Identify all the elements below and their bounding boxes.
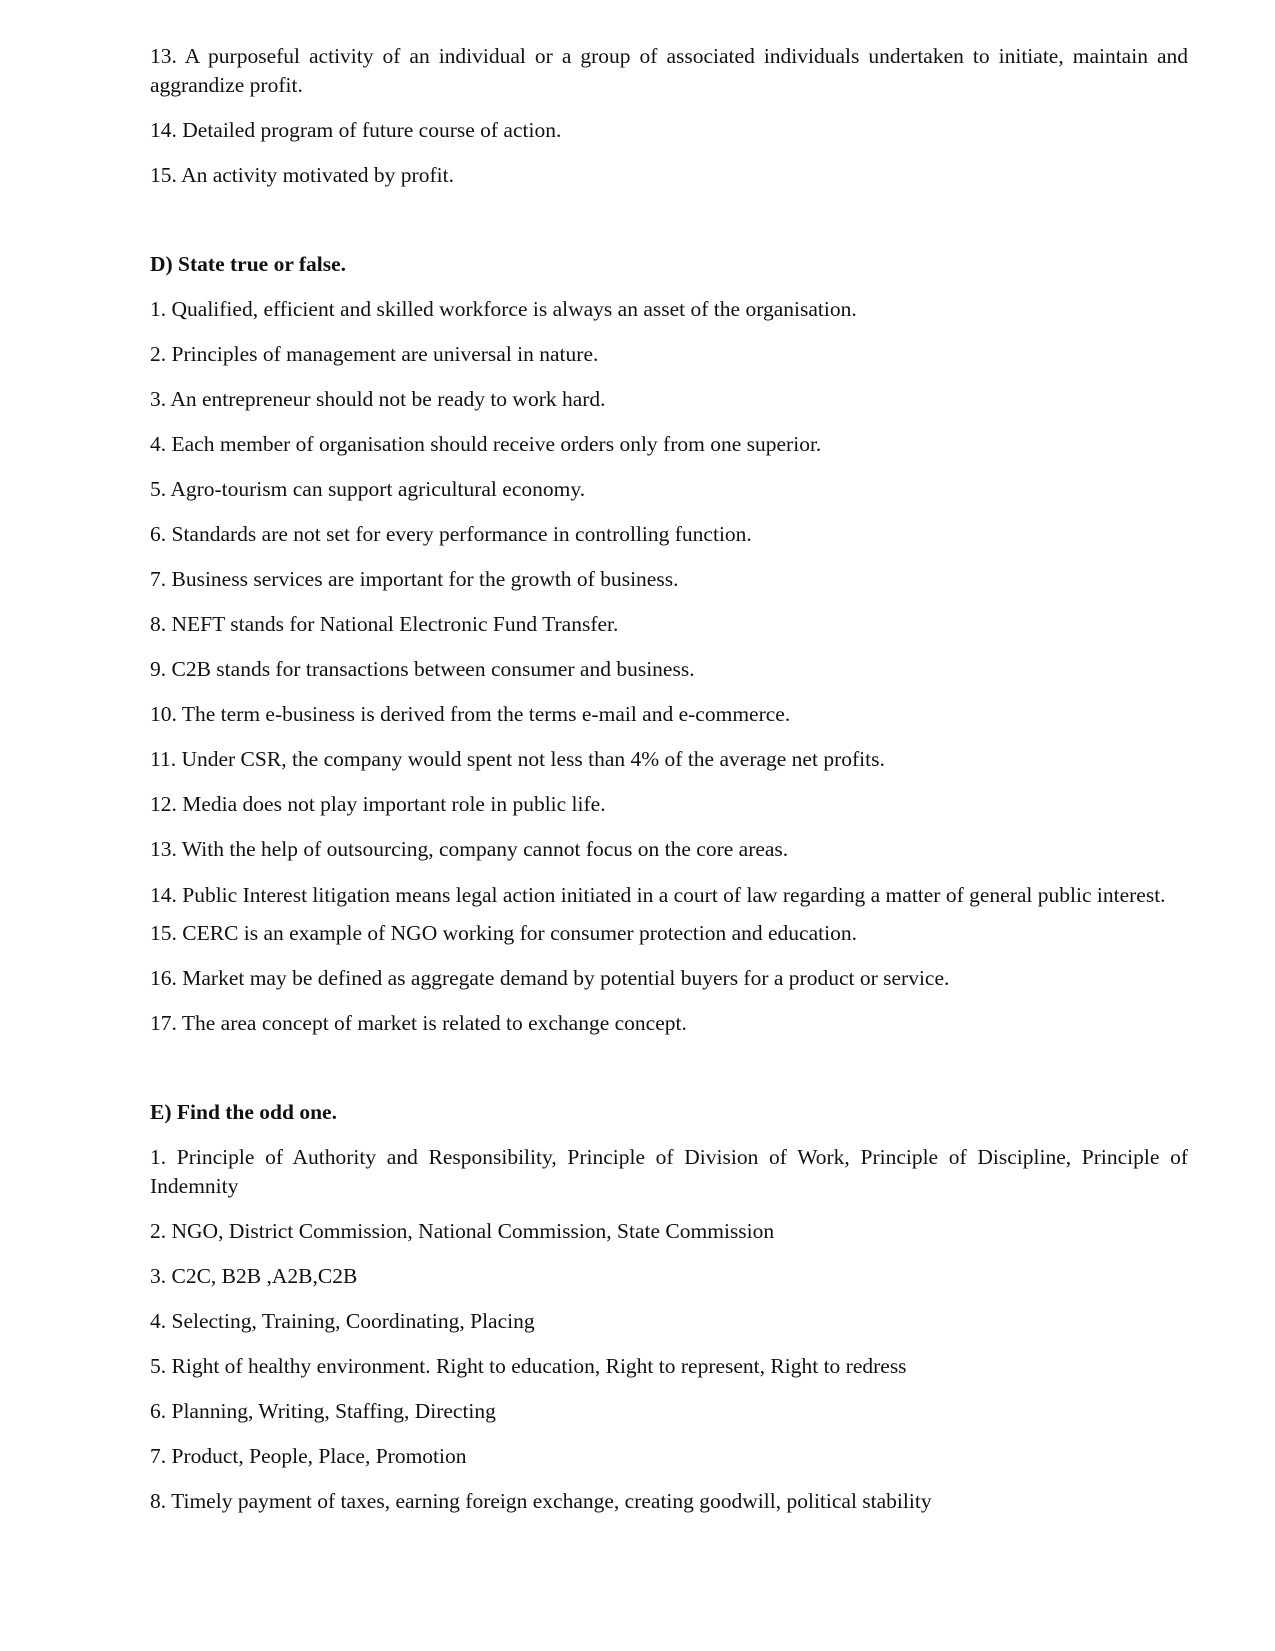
list-item: 6. Standards are not set for every performance in controlling function. [150, 522, 752, 546]
list-item: 3. An entrepreneur should not be ready to work hard. [150, 387, 606, 411]
list-item: 1. Principle of Authority and Responsibility, Principle of Division of Work, Principle of Discipline, Principle of Indemnity [150, 1145, 1188, 1198]
list-item: 4. Selecting, Training, Coordinating, Placing [150, 1309, 535, 1333]
list-item: 1. Qualified, efficient and skilled workforce is always an asset of the organisation. [150, 297, 857, 321]
list-item: 14. Detailed program of future course of action. [150, 118, 562, 142]
section-spacer [150, 1054, 1188, 1098]
section-d-heading: D) State true or false. [150, 252, 347, 276]
list-item: 3. C2C, B2B ,A2B,C2B [150, 1264, 358, 1288]
list-item: 8. Timely payment of taxes, earning foreign exchange, creating goodwill, political stability [150, 1489, 932, 1513]
list-item: 16. Market may be defined as aggregate demand by potential buyers for a product or service. [150, 966, 950, 990]
section-spacer [150, 206, 1188, 250]
list-item: 12. Media does not play important role in public life. [150, 792, 606, 816]
list-item: 10. The term e-business is derived from the terms e-mail and e-commerce. [150, 702, 791, 726]
document-page [150, 42, 1188, 1532]
list-item: 15. An activity motivated by profit. [150, 163, 454, 187]
list-item: 13. With the help of outsourcing, company cannot focus on the core areas. [150, 837, 789, 861]
list-item: 2. Principles of management are universal in nature. [150, 342, 599, 366]
list-item: 6. Planning, Writing, Staffing, Directing [150, 1399, 496, 1423]
list-item: 8. NEFT stands for National Electronic Fund Transfer. [150, 612, 619, 636]
list-item: 13. A purposeful activity of an individual or a group of associated individuals undertaken to initiate, maintain and aggrandize profit. [150, 44, 1188, 97]
list-item: 7. Product, People, Place, Promotion [150, 1444, 467, 1468]
list-item: 5. Right of healthy environment. Right to education, Right to represent, Right to redress [150, 1354, 907, 1378]
list-item: 14. Public Interest litigation means legal action initiated in a court of law regarding a matter of general public interest. [150, 883, 1166, 907]
list-item: 15. CERC is an example of NGO working for consumer protection and education. [150, 921, 857, 945]
list-item: 4. Each member of organisation should receive orders only from one superior. [150, 432, 822, 456]
list-item: 7. Business services are important for the growth of business. [150, 567, 679, 591]
list-item: 9. C2B stands for transactions between consumer and business. [150, 657, 695, 681]
list-item: 17. The area concept of market is related to exchange concept. [150, 1011, 687, 1035]
list-item: 11. Under CSR, the company would spent not less than 4% of the average net profits. [150, 747, 885, 771]
list-item: 5. Agro-tourism can support agricultural economy. [150, 477, 586, 501]
list-item: 2. NGO, District Commission, National Commission, State Commission [150, 1219, 775, 1243]
section-e-heading: E) Find the odd one. [150, 1100, 337, 1124]
